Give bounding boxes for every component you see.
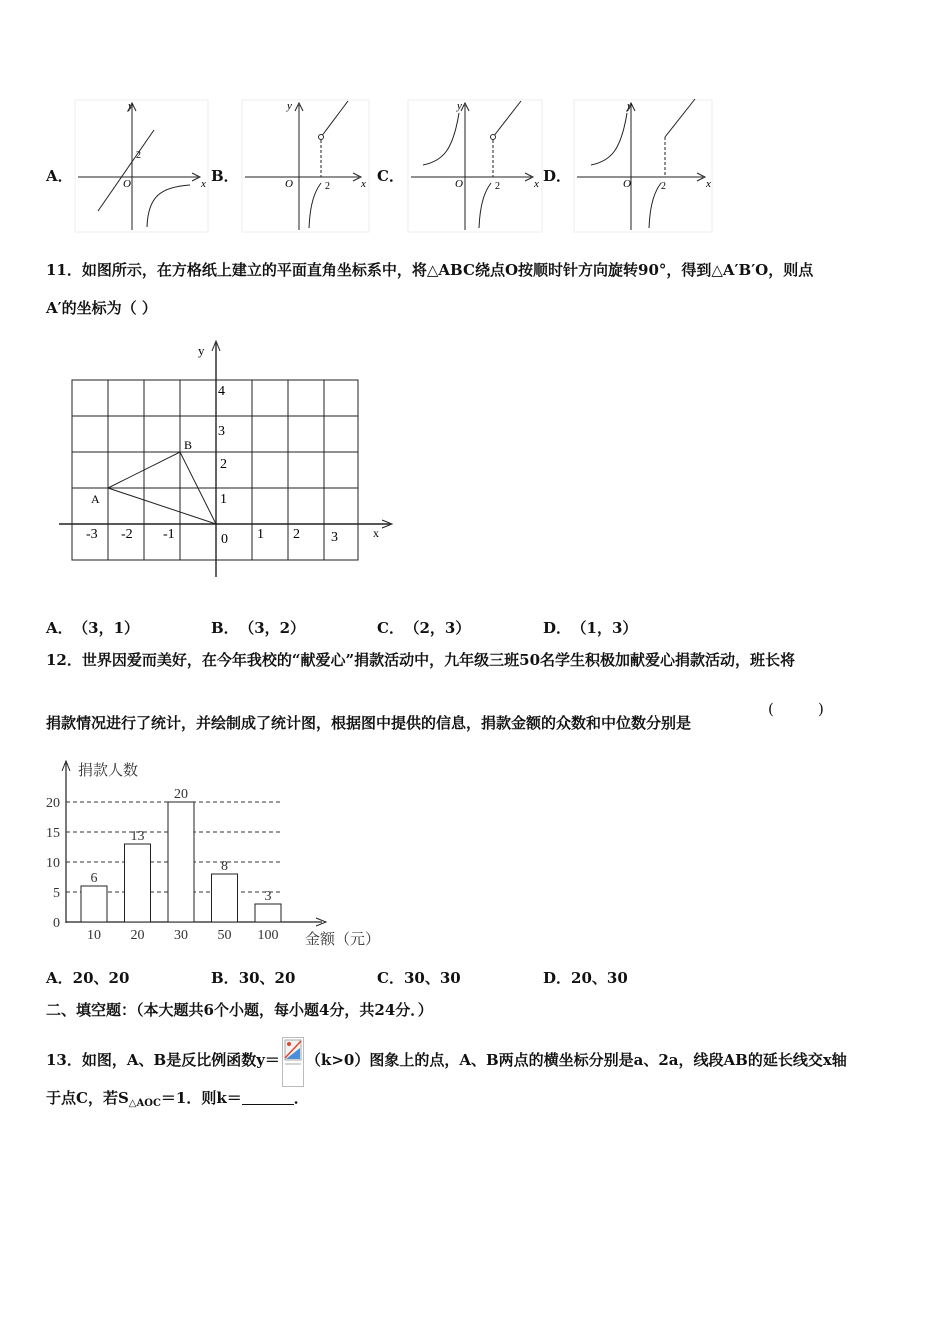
x-tick: -2 — [121, 527, 133, 542]
y-tick-label: 20 — [46, 796, 60, 811]
q11-option-d[interactable]: D． （1，3） — [543, 619, 638, 637]
bar-value-label: 6 — [90, 871, 98, 886]
bar — [81, 886, 107, 922]
x-intercept-label: 2 — [495, 181, 500, 192]
q13-text-e: ． — [293, 1089, 309, 1107]
x-intercept-label: 2 — [325, 181, 330, 192]
q12-bar-chart — [40, 755, 400, 955]
x-tick-label: 100 — [257, 928, 279, 943]
fraction-image-icon — [282, 1037, 304, 1087]
point-a-label: A — [91, 492, 100, 506]
q10-option-b-letter: B． — [211, 167, 239, 185]
q13-answer-blank[interactable] — [242, 1090, 294, 1105]
bar-value-label: 3 — [264, 889, 272, 904]
q12-option-b[interactable]: B．30、20 — [211, 969, 296, 987]
q12-stem-line1: 12．世界因爱而美好，在今年我校的“献爱心”捐款活动中，九年级三班50名学生积极加献爱心捐款活动，班长将 — [46, 651, 796, 669]
q13-text-b: （k>0）图象上的点，A、B两点的横坐标分别是a、2a，线段AB的延长线交x轴 — [305, 1051, 847, 1069]
q12-bracket-open: ( — [768, 700, 774, 718]
q10-graph-c — [403, 95, 543, 235]
q10-graph-a — [70, 95, 210, 235]
q12-option-c[interactable]: C．30、30 — [377, 969, 461, 987]
bar — [168, 802, 194, 922]
y-axis-label: y — [128, 100, 133, 112]
bar-value-label: 13 — [130, 829, 145, 844]
y-axis-title: 捐款人数 — [78, 763, 139, 779]
q11-option-a[interactable]: A． （3，1） — [46, 619, 140, 637]
x-tick: 1 — [257, 527, 264, 542]
x-tick-label: 30 — [174, 928, 188, 943]
q11-grid-figure — [55, 335, 400, 585]
y-axis-label: y — [287, 100, 292, 112]
q11-stem-line1: 11．如图所示，在方格纸上建立的平面直角坐标系中，将△ABC绕点O按顺时针方向旋转90°，得到△A′B′O，则点 — [46, 261, 814, 279]
q13-area-subscript: △AOC — [128, 1098, 161, 1109]
y-tick-label: 15 — [46, 826, 60, 841]
x-tick: 2 — [293, 527, 300, 542]
bar-value-label: 8 — [221, 859, 228, 874]
origin-label: O — [455, 178, 463, 190]
bar — [255, 904, 281, 922]
q12-stem-line2: 捐款情况进行了统计，并绘制成了统计图，根据图中提供的信息，捐款金额的众数和中位数分别是 — [46, 714, 692, 732]
y-tick: 2 — [220, 457, 227, 472]
intercept-label: 2 — [136, 150, 141, 161]
x-tick: 3 — [331, 530, 338, 545]
y-tick-label: 5 — [53, 886, 60, 901]
x-axis-label: x — [201, 178, 206, 190]
x-intercept-label: 2 — [661, 181, 666, 192]
q10-option-a-letter: A． — [46, 167, 73, 185]
x-tick: 0 — [221, 532, 228, 547]
x-tick-label: 20 — [130, 928, 145, 943]
y-tick: 3 — [218, 424, 225, 439]
origin-label: O — [623, 178, 631, 190]
q11-stem-line2: A′的坐标为（ ） — [46, 299, 157, 317]
y-axis-label: y — [627, 100, 632, 112]
origin-label: O — [285, 178, 293, 190]
y-axis-label: y — [198, 343, 205, 358]
q13-stem-line1 — [46, 1037, 847, 1087]
x-axis-label: x — [361, 178, 366, 190]
point-b-label: B — [184, 438, 193, 452]
bar-value-label: 20 — [174, 787, 188, 802]
x-axis-label: x — [373, 526, 379, 540]
x-axis-label: x — [706, 178, 711, 190]
x-tick: -3 — [86, 527, 98, 542]
q10-graph-b — [237, 95, 377, 235]
q10-option-c-letter: C． — [377, 167, 404, 185]
q11-option-c[interactable]: C． （2，3） — [377, 619, 471, 637]
y-tick-label: 10 — [46, 856, 60, 871]
origin-label: O — [123, 178, 131, 190]
y-tick: 4 — [218, 384, 225, 399]
x-tick-label: 50 — [217, 928, 232, 943]
q10-option-d-letter: D． — [543, 167, 572, 185]
q12-bracket-close: ) — [818, 700, 824, 718]
bar — [212, 874, 238, 922]
q12-option-d[interactable]: D．20、30 — [543, 969, 628, 987]
y-tick-label: 0 — [53, 916, 60, 931]
x-tick-label: 10 — [87, 928, 101, 943]
q13-text-c: 于点C，若S — [46, 1089, 129, 1107]
y-axis-label: y — [457, 100, 462, 112]
q13-text-d: ＝1．则k＝ — [160, 1089, 242, 1107]
x-axis-label: x — [534, 178, 539, 190]
section-2-title: 二、填空题：（本大题共6个小题，每小题4分，共24分．） — [46, 1001, 433, 1019]
x-axis-title: 金额（元） — [305, 932, 381, 948]
q12-option-a[interactable]: A．20、20 — [46, 969, 130, 987]
q11-option-b[interactable]: B． （3，2） — [211, 619, 306, 637]
q13-text-a: 13．如图，A、B是反比例函数y＝ — [46, 1051, 280, 1069]
q13-stem-line2 — [46, 1087, 309, 1115]
bar — [125, 844, 151, 922]
y-tick: 1 — [220, 492, 227, 507]
x-tick: -1 — [163, 527, 175, 542]
q10-graph-d — [569, 95, 714, 235]
